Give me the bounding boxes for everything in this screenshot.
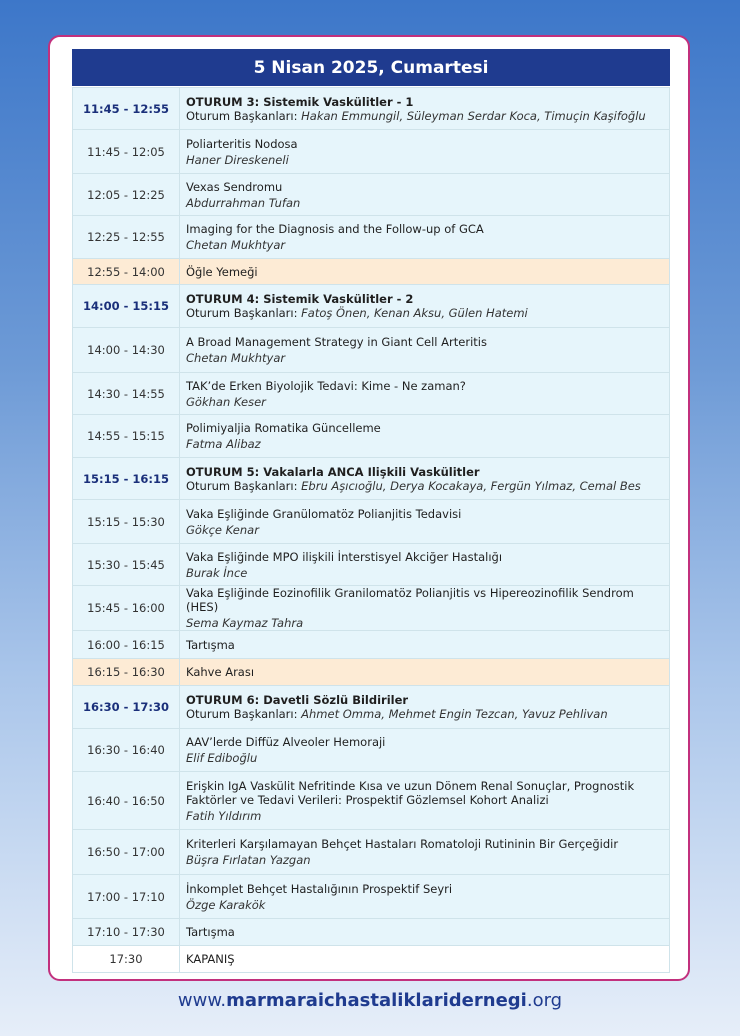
- url-suffix: .org: [526, 990, 563, 1011]
- date-title: 5 Nisan 2025, Cumartesi: [72, 49, 670, 86]
- chairs-names: Fatoş Önen, Kenan Aksu, Gülen Hatemi: [301, 306, 528, 320]
- talk-row: [73, 875, 670, 919]
- time-cell: 12:05 - 12:25: [73, 174, 180, 216]
- description-cell: [180, 373, 670, 415]
- description-cell: [180, 259, 670, 285]
- talk-title: Vaka Eşliğinde Granülomatöz Polianjitis Tedavisi: [186, 506, 462, 521]
- time-cell: 15:30 - 15:45: [73, 544, 180, 586]
- talk-title: Öğle Yemeği: [186, 264, 258, 279]
- talk-row: [73, 830, 670, 875]
- chairs-names: Hakan Emmungil, Süleyman Serdar Koca, Timuçin Kaşifoğlu: [301, 108, 646, 123]
- chairs-names: Ahmet Omma, Mehmet Engin Tezcan, Yavuz Pehlivan: [301, 707, 608, 721]
- description-cell: [180, 458, 670, 500]
- talk-title: Erişkin IgA Vaskülit Nefritinde Kısa ve uzun Dönem Renal Sonuçlar, Prognostik Faktörler ve Tedavi Verileri: Prospektif Gözlemsel Kohort Analizi: [186, 778, 635, 807]
- time-cell: 17:10 - 17:30: [73, 919, 180, 946]
- time-cell: 12:25 - 12:55: [73, 216, 180, 259]
- talk-title: Poliarteritis Nodosa: [186, 136, 298, 151]
- description-cell: [180, 500, 670, 544]
- session-row: [73, 458, 670, 500]
- time-cell: 16:30 - 16:40: [73, 729, 180, 772]
- description-cell: [180, 919, 670, 946]
- session-chairs: [186, 109, 665, 123]
- talk-row: [73, 216, 670, 259]
- description-cell: [180, 830, 670, 875]
- description-cell: [180, 586, 670, 631]
- talk-title: Tartışma: [186, 637, 235, 652]
- session-chairs: [186, 479, 665, 493]
- break-row: [73, 259, 670, 285]
- time-cell: 15:45 - 16:00: [73, 586, 180, 631]
- presenter-name: Sema Kaymaz Tahra: [186, 616, 304, 630]
- talk-title: TAK’de Erken Biyolojik Tedavi: Kime - Ne zaman?: [186, 378, 466, 393]
- presenter-name: Gökhan Keser: [186, 394, 266, 409]
- chairs-names: Ebru Aşıcıoğlu, Derya Kocakaya, Fergün Yılmaz, Cemal Bes: [301, 478, 641, 493]
- time-cell: 14:55 - 15:15: [73, 415, 180, 458]
- presenter-name: Chetan Mukhtyar: [186, 238, 286, 252]
- talk-row: [73, 772, 670, 830]
- description-cell: [180, 216, 670, 259]
- description-cell: [180, 544, 670, 586]
- chairs-label: Oturum Başkanları:: [186, 306, 298, 320]
- description-cell: [180, 328, 670, 373]
- presenter-name: Burak İnce: [186, 565, 248, 580]
- description-cell: [180, 659, 670, 686]
- presenter-name: Chetan Mukhtyar: [186, 351, 286, 365]
- talk-row: [73, 729, 670, 772]
- talk-title: Kriterleri Karşılamayan Behçet Hastaları Romatoloji Rutininin Bir Gerçeğidir: [186, 837, 619, 851]
- session-row: [73, 285, 670, 328]
- talk-title: Vexas Sendromu: [186, 179, 283, 194]
- description-cell: [180, 686, 670, 729]
- session-title: OTURUM 3: Sistemik Vaskülitler - 1: [186, 94, 414, 109]
- time-cell: 14:30 - 14:55: [73, 373, 180, 415]
- talk-row: [73, 328, 670, 373]
- description-cell: [180, 130, 670, 174]
- time-cell: 14:00 - 14:30: [73, 328, 180, 373]
- description-cell: [180, 875, 670, 919]
- website-url[interactable]: [0, 990, 740, 1011]
- time-cell: 16:50 - 17:00: [73, 830, 180, 875]
- time-cell: 15:15 - 16:15: [73, 458, 180, 500]
- time-cell: 16:00 - 16:15: [73, 631, 180, 659]
- description-cell: [180, 631, 670, 659]
- talk-title: Vaka Eşliğinde MPO ilişkili İnterstisyel Akciğer Hastalığı: [186, 549, 503, 564]
- talk-title: Imaging for the Diagnosis and the Follow-up of GCA: [186, 222, 484, 236]
- presenter-name: Büşra Fırlatan Yazgan: [186, 853, 311, 867]
- presenter-name: Abdurrahman Tufan: [186, 195, 301, 210]
- talk-row: [73, 373, 670, 415]
- presenter-name: Gökçe Kenar: [186, 522, 259, 537]
- time-cell: 16:40 - 16:50: [73, 772, 180, 830]
- description-cell: [180, 729, 670, 772]
- description-cell: [180, 946, 670, 973]
- talk-title: Kahve Arası: [186, 665, 255, 679]
- talk-row: [73, 130, 670, 174]
- talk-title: A Broad Management Strategy in Giant Cell Arteritis: [186, 335, 487, 349]
- time-cell: 12:55 - 14:00: [73, 259, 180, 285]
- session-row: [73, 88, 670, 130]
- presenter-name: Fatma Alibaz: [186, 437, 261, 451]
- talk-title: Vaka Eşliğinde Eozinofilik Granilomatöz Polianjitis vs Hipereozinofilik Sendrom (HES): [186, 586, 634, 614]
- talk-row: [73, 631, 670, 659]
- session-chairs: [186, 707, 665, 721]
- description-cell: [180, 772, 670, 830]
- session-title: OTURUM 6: Davetli Sözlü Bildiriler: [186, 693, 409, 707]
- break-row: [73, 659, 670, 686]
- chairs-label: Oturum Başkanları:: [186, 707, 298, 721]
- time-cell: 16:30 - 17:30: [73, 686, 180, 729]
- time-cell: 14:00 - 15:15: [73, 285, 180, 328]
- session-chairs: [186, 306, 665, 320]
- chairs-label: Oturum Başkanları:: [186, 108, 298, 123]
- time-cell: 11:45 - 12:05: [73, 130, 180, 174]
- presenter-name: Özge Karakök: [186, 897, 266, 912]
- description-cell: [180, 88, 670, 130]
- schedule-table: [72, 87, 670, 973]
- url-domain: marmaraichastaliklaridernegi: [226, 990, 527, 1011]
- presenter-name: Elif Ediboğlu: [186, 751, 258, 765]
- session-row: [73, 686, 670, 729]
- talk-row: [73, 586, 670, 631]
- time-cell: 17:00 - 17:10: [73, 875, 180, 919]
- presenter-name: Fatih Yıldırım: [186, 808, 262, 823]
- presenter-name: Haner Direskeneli: [186, 152, 289, 167]
- talk-title: AAV’lerde Diffüz Alveoler Hemoraji: [186, 735, 386, 749]
- talk-row: [73, 415, 670, 458]
- description-cell: [180, 174, 670, 216]
- time-cell: 16:15 - 16:30: [73, 659, 180, 686]
- talk-title: KAPANIŞ: [186, 952, 235, 966]
- session-title: OTURUM 4: Sistemik Vaskülitler - 2: [186, 292, 414, 306]
- time-cell: 11:45 - 12:55: [73, 88, 180, 130]
- description-cell: [180, 415, 670, 458]
- closing-row: [73, 946, 670, 973]
- talk-row: [73, 544, 670, 586]
- talk-title: İnkomplet Behçet Hastalığının Prospektif Seyri: [186, 881, 453, 896]
- talk-title: Tartışma: [186, 925, 235, 939]
- chairs-label: Oturum Başkanları:: [186, 478, 298, 493]
- talk-title: Polimiyaljia Romatika Güncelleme: [186, 421, 381, 435]
- description-cell: [180, 285, 670, 328]
- time-cell: 17:30: [73, 946, 180, 973]
- time-cell: 15:15 - 15:30: [73, 500, 180, 544]
- talk-row: [73, 500, 670, 544]
- talk-row: [73, 919, 670, 946]
- url-prefix: www.: [177, 990, 227, 1011]
- schedule-card: [48, 35, 690, 981]
- talk-row: [73, 174, 670, 216]
- session-title: OTURUM 5: Vakalarla ANCA Ilişkili Vaskülitler: [186, 464, 480, 479]
